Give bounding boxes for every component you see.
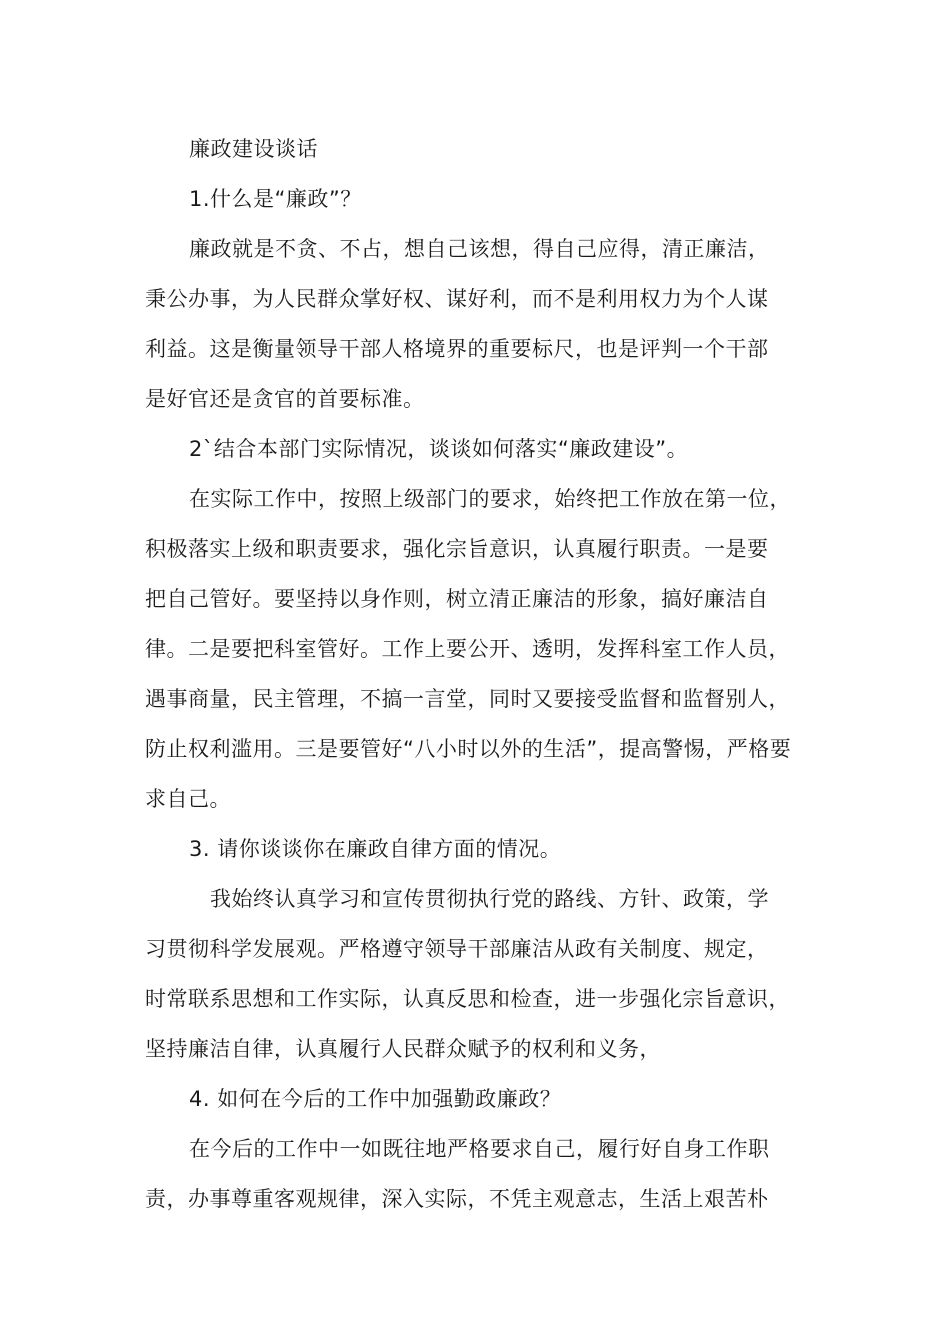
- paragraph-line: 秉公办事，为人民群众掌好权、谋好利，而不是利用权力为个人谋: [145, 287, 769, 311]
- paragraph-line: 防止权利滥用。三是要管好“八小时以外的生活”，提高警惕，严格要: [145, 737, 792, 761]
- paragraph-line: 我始终认真学习和宣传贯彻执行党的路线、方针、政策，学: [210, 887, 769, 911]
- paragraph-line: 廉政就是不贪、不占，想自己该想，得自己应得，清正廉洁，: [189, 237, 770, 261]
- question-heading: 1.什么是“廉政”？: [189, 187, 362, 211]
- document-body: [145, 124, 835, 1224]
- paragraph-line: 利益。这是衡量领导干部人格境界的重要标尺，也是评判一个干部: [145, 337, 769, 361]
- paragraph-line: 习贯彻科学发展观。严格遵守领导干部廉洁从政有关制度、规定，: [145, 937, 769, 961]
- paragraph-line: 时常联系思想和工作实际，认真反思和检查，进一步强化宗旨意识，: [145, 987, 790, 1011]
- question-heading: 4. 如何在今后的工作中加强勤政廉政？: [189, 1087, 562, 1111]
- paragraph-line: 遇事商量，民主管理，不搞一言堂，同时又要接受监督和监督别人，: [145, 687, 790, 711]
- paragraph-line: 求自己。: [145, 787, 231, 811]
- paragraph-line: 在实际工作中，按照上级部门的要求，始终把工作放在第一位，: [189, 487, 791, 511]
- question-heading: 3. 请你谈谈你在廉政自律方面的情况。: [189, 837, 562, 861]
- paragraph-line: 是好官还是贪官的首要标准。: [145, 387, 425, 411]
- paragraph-line: 积极落实上级和职责要求，强化宗旨意识，认真履行职责。一是要: [145, 537, 769, 561]
- paragraph-line: 律。二是要把科室管好。工作上要公开、透明，发挥科室工作人员，: [145, 637, 790, 661]
- question-heading: 2`结合本部门实际情况，谈谈如何落实“廉政建设”。: [189, 437, 689, 461]
- document-title: 廉政建设谈话: [189, 137, 318, 161]
- paragraph-line: 坚持廉洁自律，认真履行人民群众赋予的权利和义务，: [145, 1037, 661, 1061]
- paragraph-line: 责，办事尊重客观规律，深入实际，不凭主观意志，生活上艰苦朴: [145, 1187, 769, 1211]
- paragraph-line: 在今后的工作中一如既往地严格要求自己，履行好自身工作职: [189, 1137, 770, 1161]
- paragraph-line: 把自己管好。要坚持以身作则，树立清正廉洁的形象，搞好廉洁自: [145, 587, 769, 611]
